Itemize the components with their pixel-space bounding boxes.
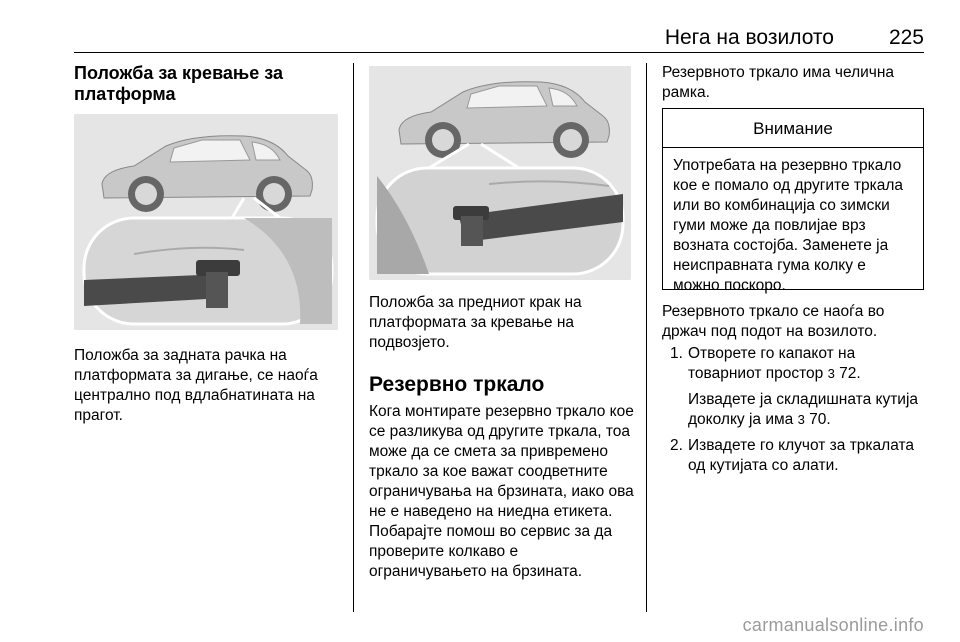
step-text: Отворете го капакот на товарниот простор xyxy=(688,345,856,382)
body-paragraph: Кога монтирате резервно тркало кое се разликува од другите тркала, тоа може да се смета за привремено тркало за кое важат соодветните ограничувања на брзината, иако ова не е наведено на ниедна етикета. Побарајте помош во сервис за да проверите колкаво е ограничувањето на брзината. xyxy=(369,403,634,580)
section-heading: Резервно тркало xyxy=(369,373,545,396)
steps-list xyxy=(662,344,926,476)
front-lift-illustration xyxy=(369,66,631,280)
page-ref-icon: 3 xyxy=(797,412,805,427)
page-ref-icon: 3 xyxy=(827,366,835,381)
step-substep xyxy=(662,390,926,430)
list-item xyxy=(662,436,926,476)
step-number: 1. xyxy=(670,345,683,362)
warning-title: Внимание xyxy=(663,109,923,148)
rear-lift-point-figure xyxy=(74,114,338,330)
page-ref-link[interactable]: 70. xyxy=(809,411,831,428)
watermark: carmanualsonline.info xyxy=(742,615,924,635)
front-lift-point-figure xyxy=(369,66,631,280)
body-paragraph: Резервното тркало се наоѓа во држач под подот на возилото. xyxy=(662,303,885,340)
warning-box xyxy=(662,108,924,294)
running-header-title: Нега на возилото xyxy=(664,26,834,49)
list-item xyxy=(662,344,926,384)
column-divider xyxy=(646,63,647,612)
warning-text: Употребата на резервно тркало кое е помало од другите тркала или во комбинација со зимски гуми може да повлијае врз возната состојба. Заменете ја неисправната гума колку е можно поскоро. xyxy=(673,157,904,294)
column-divider xyxy=(353,63,354,612)
page-ref-link[interactable]: 72. xyxy=(839,365,861,382)
header-rule xyxy=(74,52,924,53)
substep-text: Извадете ја складишната кутија доколку ја има xyxy=(688,391,919,428)
section-title: Положба за кревање за платформа xyxy=(74,63,283,104)
page-number: 225 xyxy=(888,26,924,49)
step-number: 2. xyxy=(670,437,683,454)
figure-caption: Положба за предниот крак на платформата за кревање на подвозјето. xyxy=(369,294,582,351)
figure-caption: Положба за задната рачка на платформата за дигање, се наоѓа централно под вдлабнатината на прагот. xyxy=(74,347,318,424)
body-paragraph: Резервното тркало има челична рамка. xyxy=(662,64,895,101)
step-text: Извадете го клучот за тркалата од кутијата со алати. xyxy=(688,437,915,474)
rear-lift-illustration xyxy=(74,114,338,330)
